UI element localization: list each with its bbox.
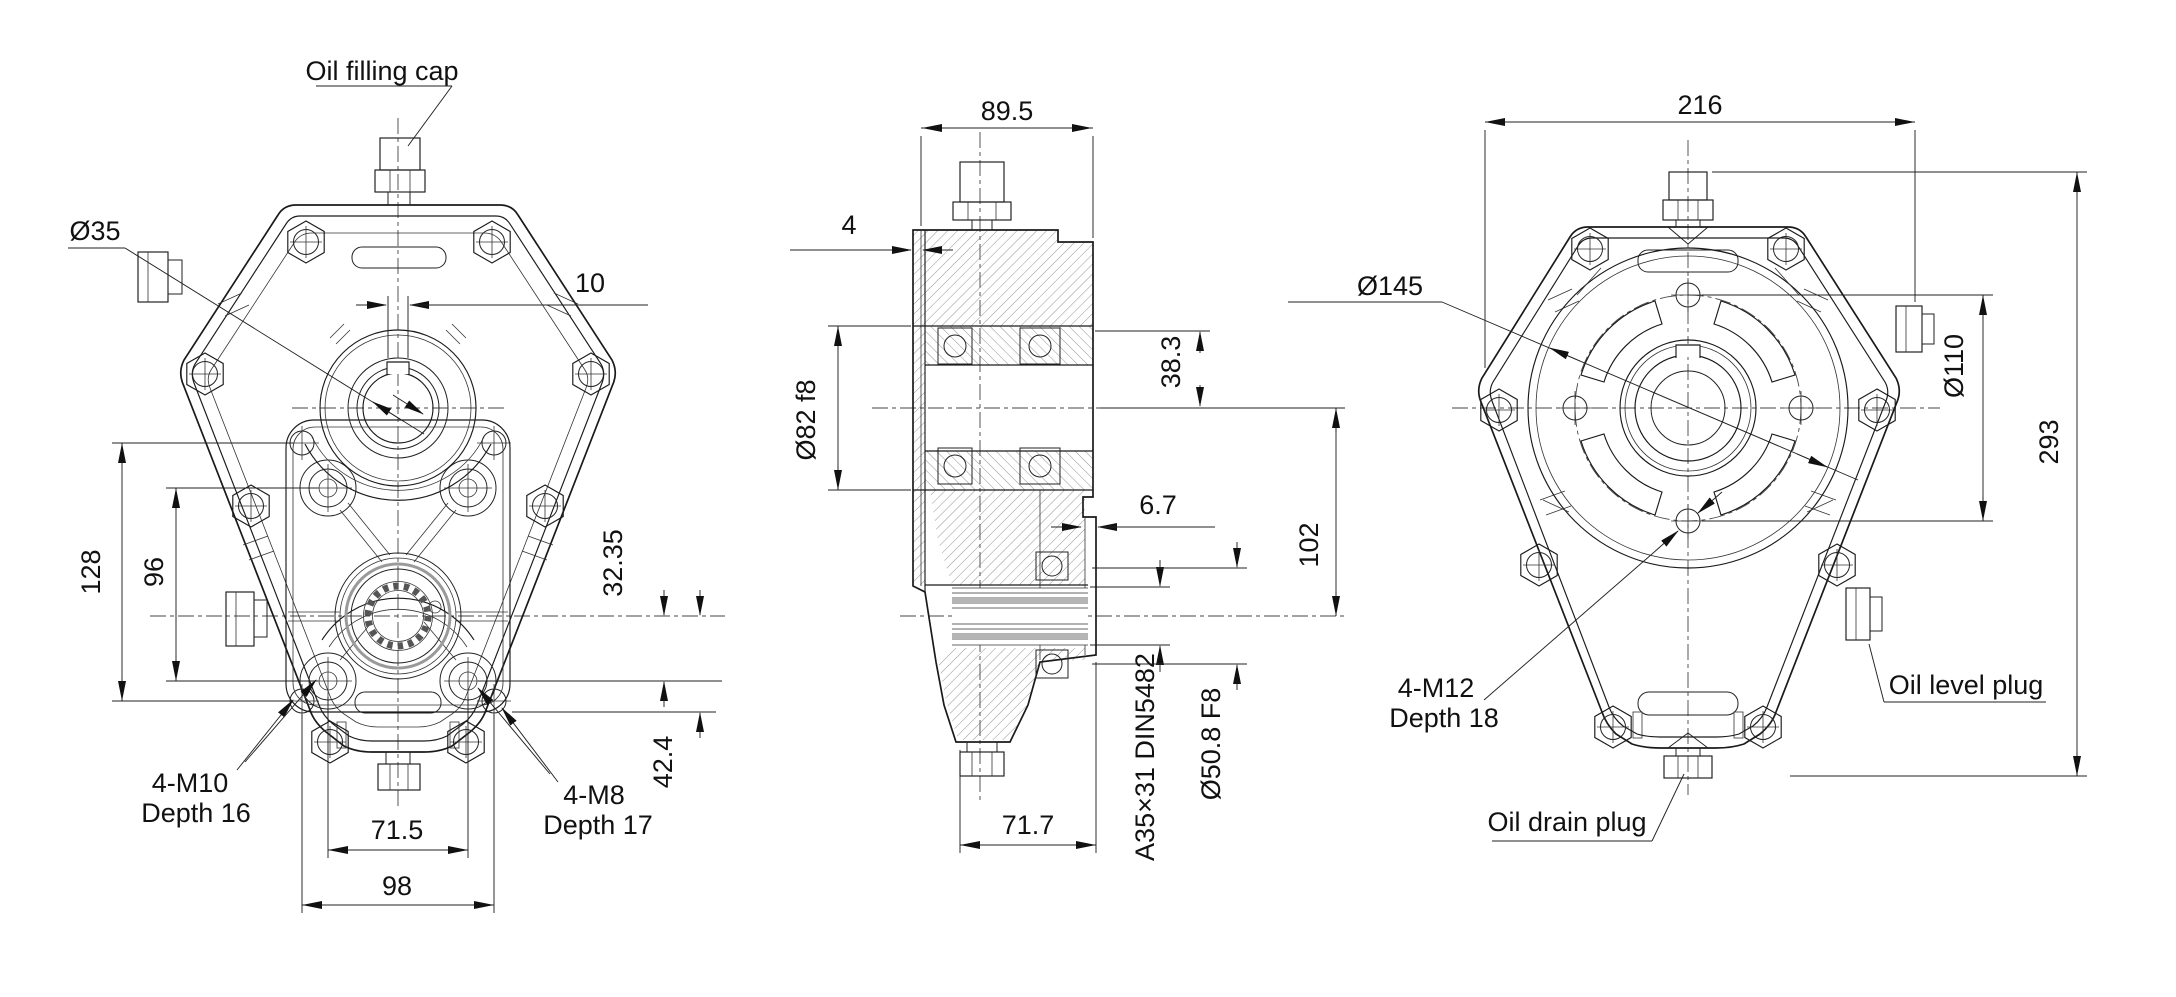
dim-center-to-top: 38.3 [1156, 335, 1186, 389]
dim-vert-inner: 96 [139, 556, 169, 588]
section-oil-cap [953, 162, 1011, 230]
thread-left-line1: 4-M10 [151, 768, 229, 798]
front-dimensions [68, 56, 722, 913]
rear-thread-line1: 4-M12 [1397, 673, 1475, 703]
front-housing [138, 138, 615, 790]
dim-center-to-flange-bottom: 42.4 [648, 735, 678, 789]
dim-center-to-inner-holes: 32.35 [598, 529, 628, 597]
dim-bolt-circle: Ø110 [1939, 333, 1969, 399]
spline-spec: A35×31 DIN5482 [1130, 653, 1160, 861]
dim-overall-width: 216 [1677, 90, 1723, 120]
front-view [68, 56, 725, 913]
dim-flange-diameter: Ø145 [1356, 271, 1424, 301]
dim-hub-depth: 71.7 [1001, 810, 1055, 840]
oil-drain-plug-label: Oil drain plug [1487, 807, 1647, 837]
rear-view [1288, 90, 2087, 841]
dim-horiz-outer: 98 [381, 871, 413, 901]
thread-right-line1: 4-M8 [563, 780, 625, 810]
front-bottom-cap [378, 752, 420, 790]
front-side-plug-upper [138, 252, 182, 302]
thread-right-line2: Depth 17 [543, 810, 653, 840]
dim-pilot-diameter: Ø82 f8 [791, 379, 821, 461]
dim-overall-height: 293 [2034, 419, 2064, 465]
dim-flange-step: 4 [841, 210, 857, 240]
section-spline [952, 588, 1088, 645]
oil-filling-cap [375, 138, 425, 205]
dim-keyway-width: 10 [574, 268, 606, 298]
rear-dimensions [1288, 90, 2087, 841]
section-housing [913, 162, 1096, 776]
thread-left-line2: Depth 16 [141, 798, 251, 828]
section-view [790, 96, 1345, 861]
dim-horiz-inner: 71.5 [370, 815, 424, 845]
rear-side-plug-upper [1896, 306, 1934, 352]
front-oil-plug-lower [226, 592, 267, 646]
rear-housing [1479, 172, 1934, 778]
dim-input-bore: Ø35 [69, 216, 121, 246]
oil-filling-cap-label: Oil filling cap [305, 56, 459, 86]
section-bottom-cap [960, 742, 1004, 776]
dim-vert-outer: 128 [76, 549, 106, 595]
dim-spline-bore: Ø50.8 F8 [1196, 687, 1226, 801]
rear-thread-line2: Depth 18 [1389, 703, 1499, 733]
front-centerlines [150, 118, 725, 808]
dim-housing-depth: 89.5 [980, 96, 1034, 126]
oil-level-plug-label: Oil level plug [1888, 670, 2044, 700]
dim-shaft-center-distance: 102 [1294, 522, 1324, 568]
dim-hub-step: 6.7 [1139, 490, 1177, 520]
oil-level-plug [1846, 588, 1882, 640]
